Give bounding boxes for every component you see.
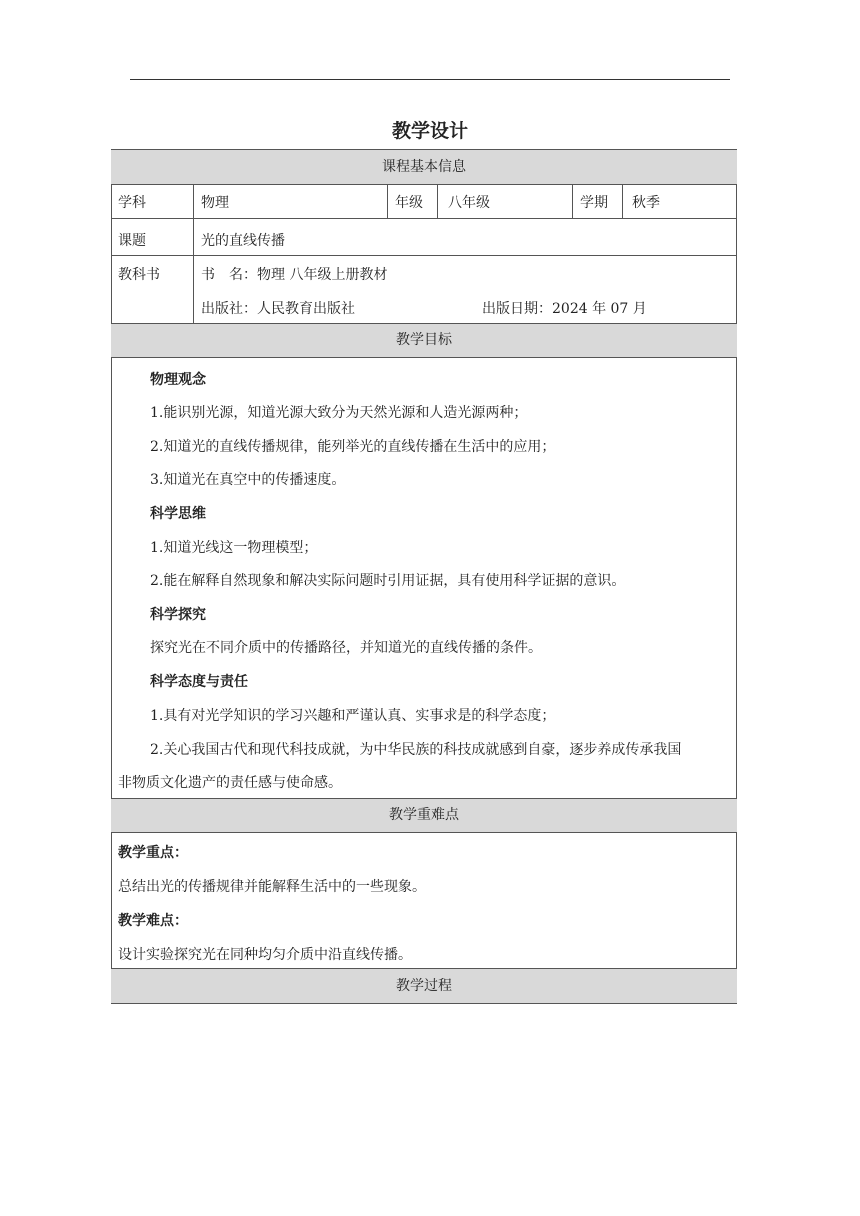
objective-line: 3.知道光在真空中的传播速度。 — [150, 472, 346, 488]
objective-line: 1.知道光线这一物理模型； — [150, 540, 318, 556]
lesson-plan-table — [111, 149, 737, 1004]
objective-heading: 科学态度与责任 — [150, 674, 248, 690]
difficulty-text: 设计实验探究光在同种均匀介质中沿直线传播。 — [118, 947, 412, 963]
section-header-process: 教学过程 — [111, 968, 737, 1004]
objective-line: 非物质文化遗产的责任感与使命感。 — [118, 775, 342, 791]
objective-line: 1.能识别光源，知道光源大致分为天然光源和人造光源两种； — [150, 405, 528, 421]
focus-label: 教学重点： — [118, 845, 188, 861]
objective-heading: 科学探究 — [150, 607, 206, 623]
grade-label: 年级 — [395, 195, 423, 211]
document-title: 教学设计 — [391, 120, 468, 142]
term-value: 秋季 — [632, 195, 660, 211]
objective-heading: 科学思维 — [150, 506, 206, 522]
objective-line: 2.能在解释自然现象和解决实际问题时引用证据，具有使用科学证据的意识。 — [150, 573, 626, 589]
subject-value: 物理 — [201, 195, 229, 211]
row-divider — [111, 255, 737, 256]
section-header-basic-info: 课程基本信息 — [111, 149, 737, 185]
objective-line: 1.具有对光学知识的学习兴趣和严谨认真、实事求是的科学态度； — [150, 708, 556, 724]
grade-value: 八年级 — [448, 195, 490, 211]
difficulty-label: 教学难点： — [118, 913, 188, 929]
textbook-label: 教科书 — [118, 267, 160, 283]
topic-value: 光的直线传播 — [201, 233, 285, 249]
objective-line: 2.知道光的直线传播规律，能列举光的直线传播在生活中的应用； — [150, 439, 556, 455]
textbook-pub-date: 出版日期：2024 年 07 月 — [482, 301, 647, 317]
objective-heading: 物理观念 — [150, 372, 206, 388]
focus-text: 总结出光的传播规律并能解释生活中的一些现象。 — [118, 879, 426, 895]
textbook-publisher: 出版社：人民教育出版社 — [201, 301, 355, 317]
section-header-key-points: 教学重难点 — [111, 798, 737, 833]
subject-label: 学科 — [118, 195, 146, 211]
term-label: 学期 — [580, 195, 608, 211]
section-header-objectives: 教学目标 — [111, 323, 737, 358]
textbook-name: 书 名：物理 八年级上册教材 — [201, 267, 388, 283]
topic-label: 课题 — [118, 233, 146, 249]
objective-line: 2.关心我国古代和现代科技成就，为中华民族的科技成就感到自豪，逐步养成传承我国 — [150, 742, 682, 758]
row-divider — [111, 218, 737, 219]
objective-line: 探究光在不同介质中的传播路径，并知道光的直线传播的条件。 — [150, 640, 542, 656]
header-rule — [130, 79, 730, 80]
